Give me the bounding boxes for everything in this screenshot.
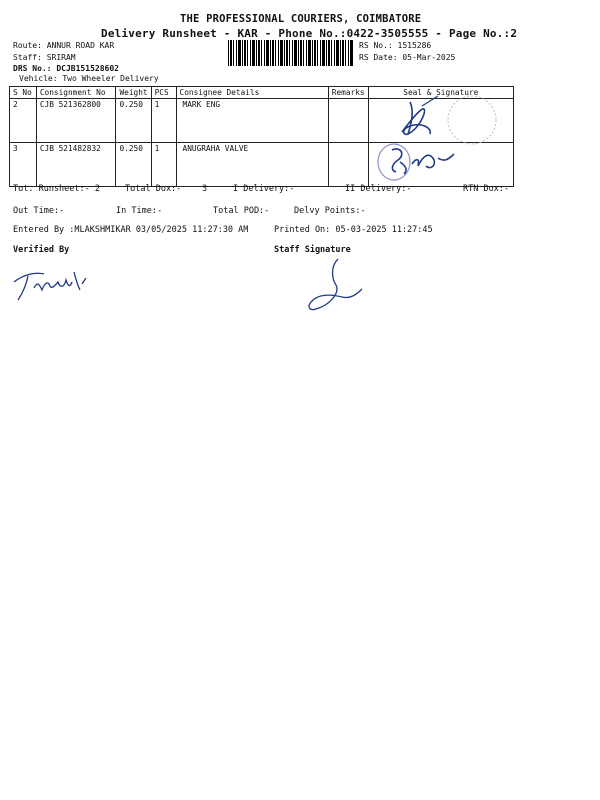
runsheet-title: Delivery Runsheet - KAR - Phone No.:0422-3505555 - Page No.:2 bbox=[101, 27, 518, 40]
col-sno: S No bbox=[10, 87, 37, 99]
cell-weight: 0.250 bbox=[116, 143, 151, 187]
verified-by-label: Verified By bbox=[13, 245, 70, 255]
total-dox-label: Total Dox:- bbox=[125, 184, 182, 194]
total-dox-value: 3 bbox=[202, 184, 208, 194]
col-weight: Weight bbox=[116, 87, 151, 99]
route-label: Route: ANNUR ROAD KAR bbox=[13, 41, 115, 50]
ii-delivery: II Delivery:- bbox=[345, 184, 412, 194]
cell-pcs: 1 bbox=[151, 143, 176, 187]
staff-signature bbox=[300, 255, 370, 315]
cell-sno: 3 bbox=[10, 143, 37, 187]
cell-remarks bbox=[328, 99, 368, 143]
col-pcs: PCS bbox=[151, 87, 176, 99]
cell-consignee: ANUGRAHA VALVE bbox=[176, 143, 328, 187]
col-consignment: Consignment No bbox=[36, 87, 116, 99]
cell-consignment: CJB 521482832 bbox=[36, 143, 116, 187]
col-seal-signature: Seal & Signature bbox=[368, 87, 513, 99]
total-pod: Total POD:- bbox=[213, 206, 270, 216]
vehicle-label: Vehicle: Two Wheeler Delivery bbox=[19, 74, 159, 83]
col-remarks: Remarks bbox=[328, 87, 368, 99]
rs-date: RS Date: 05-Mar-2025 bbox=[359, 53, 456, 62]
cell-sno: 2 bbox=[10, 99, 37, 143]
staff-signature-label: Staff Signature bbox=[274, 245, 351, 255]
rs-number: RS No.: 1515286 bbox=[359, 41, 432, 50]
cell-remarks bbox=[328, 143, 368, 187]
cell-pcs: 1 bbox=[151, 99, 176, 143]
drs-number: DRS No.: DCJB151528602 bbox=[13, 64, 119, 73]
col-consignee: Consignee Details bbox=[176, 87, 328, 99]
cell-consignment: CJB 521362800 bbox=[36, 99, 116, 143]
delvy-points: Delvy Points:- bbox=[294, 206, 366, 216]
rtn-dox: RTN Dox:- bbox=[463, 184, 510, 194]
in-time: In Time:- bbox=[116, 206, 163, 216]
staff-label: Staff: SRIRAM bbox=[13, 53, 76, 62]
verified-by-signature bbox=[10, 262, 95, 307]
cell-weight: 0.250 bbox=[116, 99, 151, 143]
out-time: Out Time:- bbox=[13, 206, 65, 216]
total-runsheet: Tot. Runsheet:- 2 bbox=[13, 184, 100, 194]
entered-by: Entered By :MLAKSHMIKAR 03/05/2025 11:27:30 AM bbox=[13, 225, 249, 235]
barcode bbox=[228, 40, 354, 66]
company-name: THE PROFESSIONAL COURIERS, COIMBATORE bbox=[180, 13, 422, 25]
i-delivery: I Delivery:- bbox=[233, 184, 295, 194]
cell-consignee: MARK ENG bbox=[176, 99, 328, 143]
printed-on: Printed On: 05-03-2025 11:27:45 bbox=[274, 225, 433, 235]
seal-signature-row-2 bbox=[372, 140, 522, 185]
